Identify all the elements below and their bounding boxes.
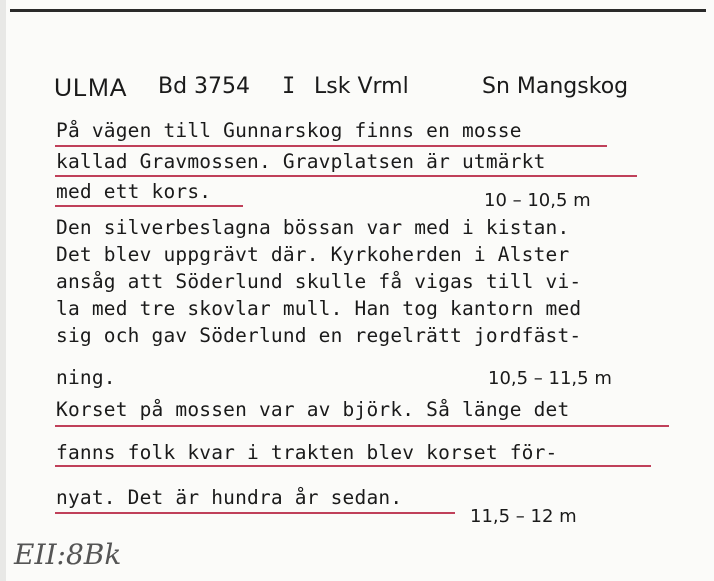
top-rule: [10, 9, 706, 12]
text-line: ning.: [56, 366, 116, 389]
text-line: kallad Gravmossen. Gravplatsen är utmärkt: [56, 150, 546, 173]
category-code: I: [282, 74, 296, 99]
underline: [55, 465, 651, 467]
depth-range: 10,5 – 11,5 m: [488, 368, 612, 389]
text-line: På vägen till Gunnarskog finns en mosse: [56, 119, 522, 142]
text-line: Det blev uppgrävt där. Kyrkoherden i Alster: [56, 243, 570, 266]
handwritten-note: EII:8Bk: [14, 538, 122, 571]
card-edge: [0, 0, 6, 581]
text-line: fanns folk kvar i trakten blev korset för-: [56, 441, 558, 464]
depth-range: 11,5 – 12 m: [470, 506, 577, 527]
depth-range: 10 – 10,5 m: [484, 190, 591, 211]
text-line: sig och gav Söderlund en regelrätt jordfäst-: [56, 324, 582, 347]
volume-number: Bd 3754: [158, 74, 251, 99]
archive-code: ULMA: [54, 74, 128, 102]
text-line: Korset på mossen var av björk. Så länge det: [56, 398, 570, 421]
text-line: Den silverbeslagna bössan var med i kistan.: [56, 216, 570, 239]
underline: [55, 512, 455, 514]
underline: [55, 425, 669, 427]
text-line: ansåg att Söderlund skulle få vigas till vi-: [56, 270, 582, 293]
text-line: nyat. Det är hundra år sedan.: [56, 486, 403, 509]
text-line: la med tre skovlar mull. Han tog kantorn med: [56, 297, 582, 320]
underline: [55, 175, 637, 177]
province-code: Lsk Vrml: [314, 74, 409, 99]
parish-name: Sn Mangskog: [482, 74, 629, 99]
text-line: med ett kors.: [56, 180, 212, 203]
underline: [55, 205, 243, 207]
underline: [55, 145, 607, 147]
